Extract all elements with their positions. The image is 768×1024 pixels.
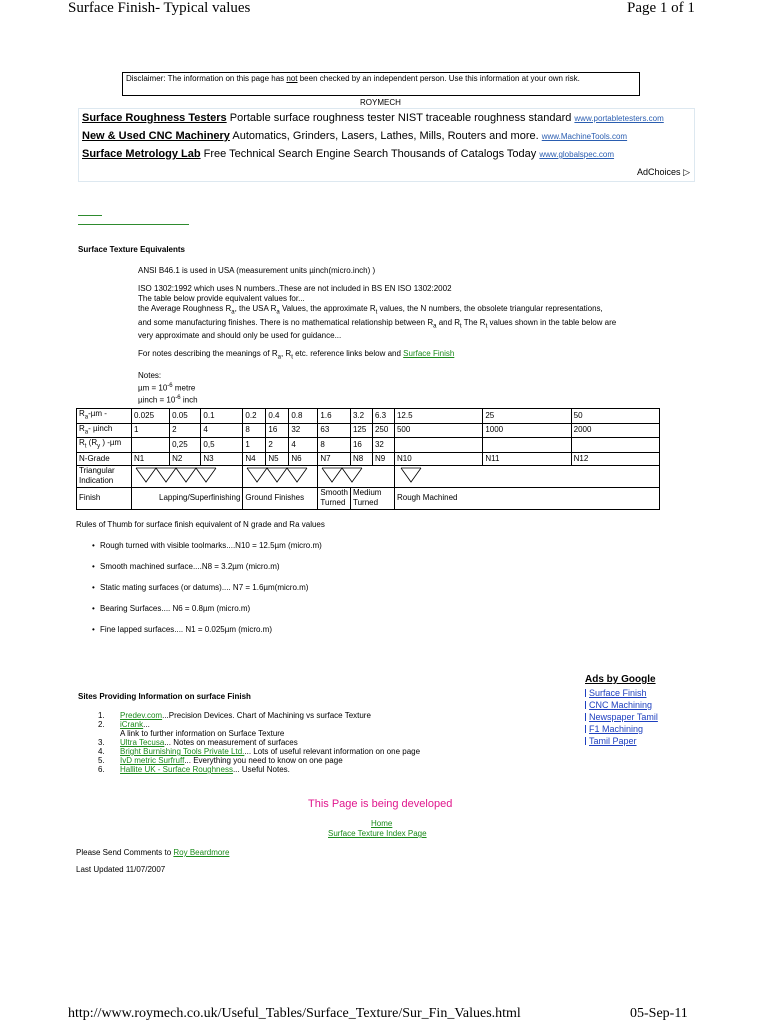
table-cell: 2 — [266, 438, 289, 453]
ad-surface-roughness-testers[interactable] — [82, 112, 664, 124]
table-cell: 16 — [350, 438, 372, 453]
rule-item: • Smooth machined surface....N8 = 3.2µm (micro.m) — [100, 562, 280, 571]
table-row-ra-uinch — [77, 423, 660, 438]
home-link[interactable]: Home — [371, 819, 393, 828]
site-link[interactable]: Hallite UK - Surface Roughness — [120, 765, 233, 774]
table-cell: 6.3 — [372, 409, 394, 424]
google-ad-link[interactable]: CNC Machining — [585, 699, 658, 711]
table-cell: 0.2 — [243, 409, 266, 424]
table-cell: 25 — [483, 409, 571, 424]
sites-title: Sites Providing Information on surface Finish — [78, 692, 251, 701]
google-ad-link[interactable]: Newspaper Tamil — [585, 711, 658, 723]
list-item: 1. Predev.com...Precision Devices. Chart of Machining vs surface Texture — [98, 711, 371, 720]
rules-title: Rules of Thumb for surface finish equivalent of N grade and Ra values — [76, 520, 325, 529]
table-cell: 2000 — [571, 423, 659, 438]
triangle-symbols-3 — [243, 465, 318, 487]
list-item: 5. IvD metric Surfruff... Everything you need to know on one page — [98, 756, 343, 765]
site-link[interactable]: Bright Burnishing Tools Private Ltd. — [120, 747, 245, 756]
table-cell: N1 — [132, 452, 170, 465]
site-name: ROYMECH — [360, 98, 401, 107]
table-cell: 32 — [372, 438, 394, 453]
adchoices-link[interactable] — [637, 167, 690, 178]
ad-title[interactable]: Surface Roughness Testers — [82, 112, 227, 124]
iso-line-1: ISO 1302:1992 which uses N numbers..These are not included in BS EN ISO 1302:2002 — [138, 284, 452, 293]
table-row-ngrade — [77, 452, 660, 465]
ad-surface-metrology-lab[interactable] — [82, 148, 614, 160]
table-cell — [571, 438, 659, 453]
table-cell: 16 — [266, 423, 289, 438]
table-cell: 0.1 — [201, 409, 243, 424]
table-cell: 0,5 — [201, 438, 243, 453]
table-cell: 125 — [350, 423, 372, 438]
table-cell — [483, 438, 571, 453]
google-ad-link[interactable]: Tamil Paper — [585, 735, 658, 747]
triangle-four-icon — [134, 466, 238, 484]
disclaimer-box — [122, 72, 640, 96]
row-label: N-Grade — [77, 452, 132, 465]
sites-list — [98, 711, 558, 774]
table-cell: N6 — [289, 452, 318, 465]
table-cell: N10 — [394, 452, 482, 465]
list-item: 3. Ultra Tecusa... Notes on measurement of surfaces — [98, 738, 298, 747]
triangle-two-icon — [320, 466, 370, 484]
intro-text — [138, 266, 693, 406]
list-item: 4. Bright Burnishing Tools Private Ltd.... Lots of useful relevant information on one page — [98, 747, 421, 756]
table-cell: N7 — [318, 452, 351, 465]
site-link[interactable]: Ultra Tecusa — [120, 738, 165, 747]
table-cell: Ground Finishes — [243, 487, 318, 509]
ads-by-google-title[interactable]: Ads by Google — [585, 674, 656, 685]
adchoices-label[interactable]: AdChoices — [637, 167, 681, 177]
ads-by-google — [585, 674, 658, 747]
nav-link-underline[interactable] — [78, 224, 189, 225]
iso-line-2: The table below provide equivalent values for... — [138, 294, 305, 303]
iso-line-3: the Average Roughness $R_a$, the USA $R_a$ Values, the approximate $R_t$ values, the N numbers, the obsolete triangular representations, — [138, 304, 603, 316]
table-cell: 1.6 — [318, 409, 351, 424]
nav-link-underline[interactable] — [78, 215, 102, 216]
ad-url[interactable]: www.portabletesters.com — [574, 114, 664, 123]
ad-text: Free Technical Search Engine Search Thousands of Catalogs Today — [200, 148, 540, 160]
rule-item: • Bearing Surfaces.... N6 = 0.8µm (micro.m) — [100, 604, 250, 613]
rule-item: • Fine lapped surfaces.... N1 = 0.025µm (micro.m) — [100, 625, 272, 634]
table-cell: 500 — [394, 423, 482, 438]
site-link[interactable]: iCrank — [120, 720, 144, 729]
microinch-note: µinch = $10^{-6}$ inch — [138, 395, 198, 406]
table-cell: Smooth Turned — [318, 487, 351, 509]
table-cell: Rough Machined — [394, 487, 659, 509]
table-cell: Medium Turned — [350, 487, 394, 509]
table-cell: 12.5 — [394, 409, 482, 424]
table-cell — [132, 438, 170, 453]
disclaimer-text-end: been checked by an independent person. Use this information at your own risk. — [297, 74, 580, 83]
disclaimer-text-start: Disclaimer: The information on this page has — [126, 74, 287, 83]
table-cell: 8 — [318, 438, 351, 453]
disclaimer-not: not — [286, 74, 298, 83]
iso-line-5: very approximate and should only be used for guidance... — [138, 331, 342, 341]
ad-text: Automatics, Grinders, Lasers, Lathes, Mills, Routers and more. — [229, 130, 542, 142]
table-cell: N8 — [350, 452, 372, 465]
google-ad-link[interactable]: Surface Finish — [585, 687, 658, 699]
micrometre-note: $\mu m = 10^{-6}$ metre — [138, 382, 196, 393]
surface-finish-link[interactable]: Surface Finish — [403, 349, 455, 359]
table-cell: N5 — [266, 452, 289, 465]
table-cell — [394, 438, 482, 453]
table-cell: 4 — [289, 438, 318, 453]
table-cell: 8 — [243, 423, 266, 438]
table-cell: Lapping/Superfinishing — [132, 487, 243, 509]
page-header-title: Surface Finish- Typical values — [68, 0, 251, 16]
table-row-finish — [77, 487, 660, 509]
table-cell: 32 — [289, 423, 318, 438]
footer-url: http://www.roymech.co.uk/Useful_Tables/Surface_Texture/Sur_Fin_Values.html — [68, 1006, 521, 1021]
table-cell: 1000 — [483, 423, 571, 438]
table-cell: N9 — [372, 452, 394, 465]
row-label: Finish — [77, 487, 132, 509]
ad-title[interactable]: Surface Metrology Lab — [82, 148, 201, 160]
table-row-triangular — [77, 465, 660, 487]
table-cell: 50 — [571, 409, 659, 424]
table-cell: 250 — [372, 423, 394, 438]
ad-url[interactable]: www.MachineTools.com — [541, 132, 628, 141]
google-ad-link[interactable]: F1 Machining — [585, 723, 658, 735]
rule-item: • Static mating surfaces (or datums).... N7 = 1.6µm(micro.m) — [100, 583, 308, 592]
table-cell: 0.8 — [289, 409, 318, 424]
last-updated: Last Updated 11/07/2007 — [76, 865, 166, 874]
sponsored-ads-box — [78, 108, 695, 182]
triangle-symbols-2 — [318, 465, 395, 487]
table-cell: 1 — [243, 438, 266, 453]
triangle-three-icon — [245, 466, 315, 484]
site-link[interactable]: Predev.com — [120, 711, 163, 720]
table-cell: 3.2 — [350, 409, 372, 424]
footer-date: 05-Sep-11 — [630, 1006, 688, 1021]
ad-title[interactable]: New & Used CNC Machinery — [82, 130, 230, 142]
table-cell: 0.025 — [132, 409, 170, 424]
table-cell: N3 — [201, 452, 243, 465]
list-item: A link to further information on Surface Texture — [120, 729, 285, 738]
comments-line: Please Send Comments to Roy Beardmore — [76, 848, 230, 857]
row-label: $R_a-$ µinch — [77, 423, 132, 438]
triangle-symbols-1 — [394, 465, 659, 487]
surface-texture-table — [76, 408, 660, 510]
page-number: Page 1 of 1 — [627, 0, 695, 16]
table-row-ra-um — [77, 409, 660, 424]
triangle-symbols-4 — [132, 465, 243, 487]
table-cell: 1 — [132, 423, 170, 438]
table-cell: N11 — [483, 452, 571, 465]
table-cell: N12 — [571, 452, 659, 465]
table-row-rt — [77, 438, 660, 453]
row-label: $R_a-\mu m$ - — [77, 409, 132, 424]
site-link[interactable]: IvD metric Surfruff — [120, 756, 185, 765]
row-label: Triangular Indication — [77, 465, 132, 487]
ad-text: Portable surface roughness tester NIST traceable roughness standard — [226, 112, 575, 124]
page-developing-notice: This Page is being developed — [308, 798, 453, 810]
iso-line-4: and some manufacturing finishes. There is no mathematical relationship between $R_a$ and $R_t$ The $R_t$ values shown in the table below are — [138, 317, 617, 330]
ansi-line: ANSI B46.1 is used in USA (measurement units µinch(micro.inch) ) — [138, 266, 376, 275]
triangle-one-icon — [397, 466, 427, 484]
notes-reference: For notes describing the meanings of $R_a$, $R_t$ etc. reference links below and Surface Finish — [138, 349, 455, 361]
table-cell: 4 — [201, 423, 243, 438]
ad-url[interactable]: www.globalspec.com — [539, 150, 615, 159]
section-title: Surface Texture Equivalents — [78, 245, 185, 254]
table-cell: 0.05 — [170, 409, 201, 424]
table-cell: N4 — [243, 452, 266, 465]
table-cell: 2 — [170, 423, 201, 438]
surface-texture-index-link[interactable]: Surface Texture Index Page — [328, 829, 427, 838]
list-item: 2. iCrank... — [98, 720, 150, 729]
list-item: 6. Hallite UK - Surface Roughness... Useful Notes. — [98, 765, 290, 774]
ad-cnc-machinery[interactable] — [82, 130, 627, 142]
table-cell: 0.4 — [266, 409, 289, 424]
table-cell: N2 — [170, 452, 201, 465]
table-cell: 0,25 — [170, 438, 201, 453]
adchoices-icon: ▷ — [683, 167, 690, 177]
author-link[interactable]: Roy Beardmore — [173, 848, 230, 857]
row-label: $R_t$ ($R_y$ ) -µm — [77, 438, 132, 453]
rule-item: • Rough turned with visible toolmarks....N10 = 12.5µm (micro.m) — [100, 541, 322, 550]
notes-label: Notes: — [138, 370, 162, 380]
table-cell: 63 — [318, 423, 351, 438]
